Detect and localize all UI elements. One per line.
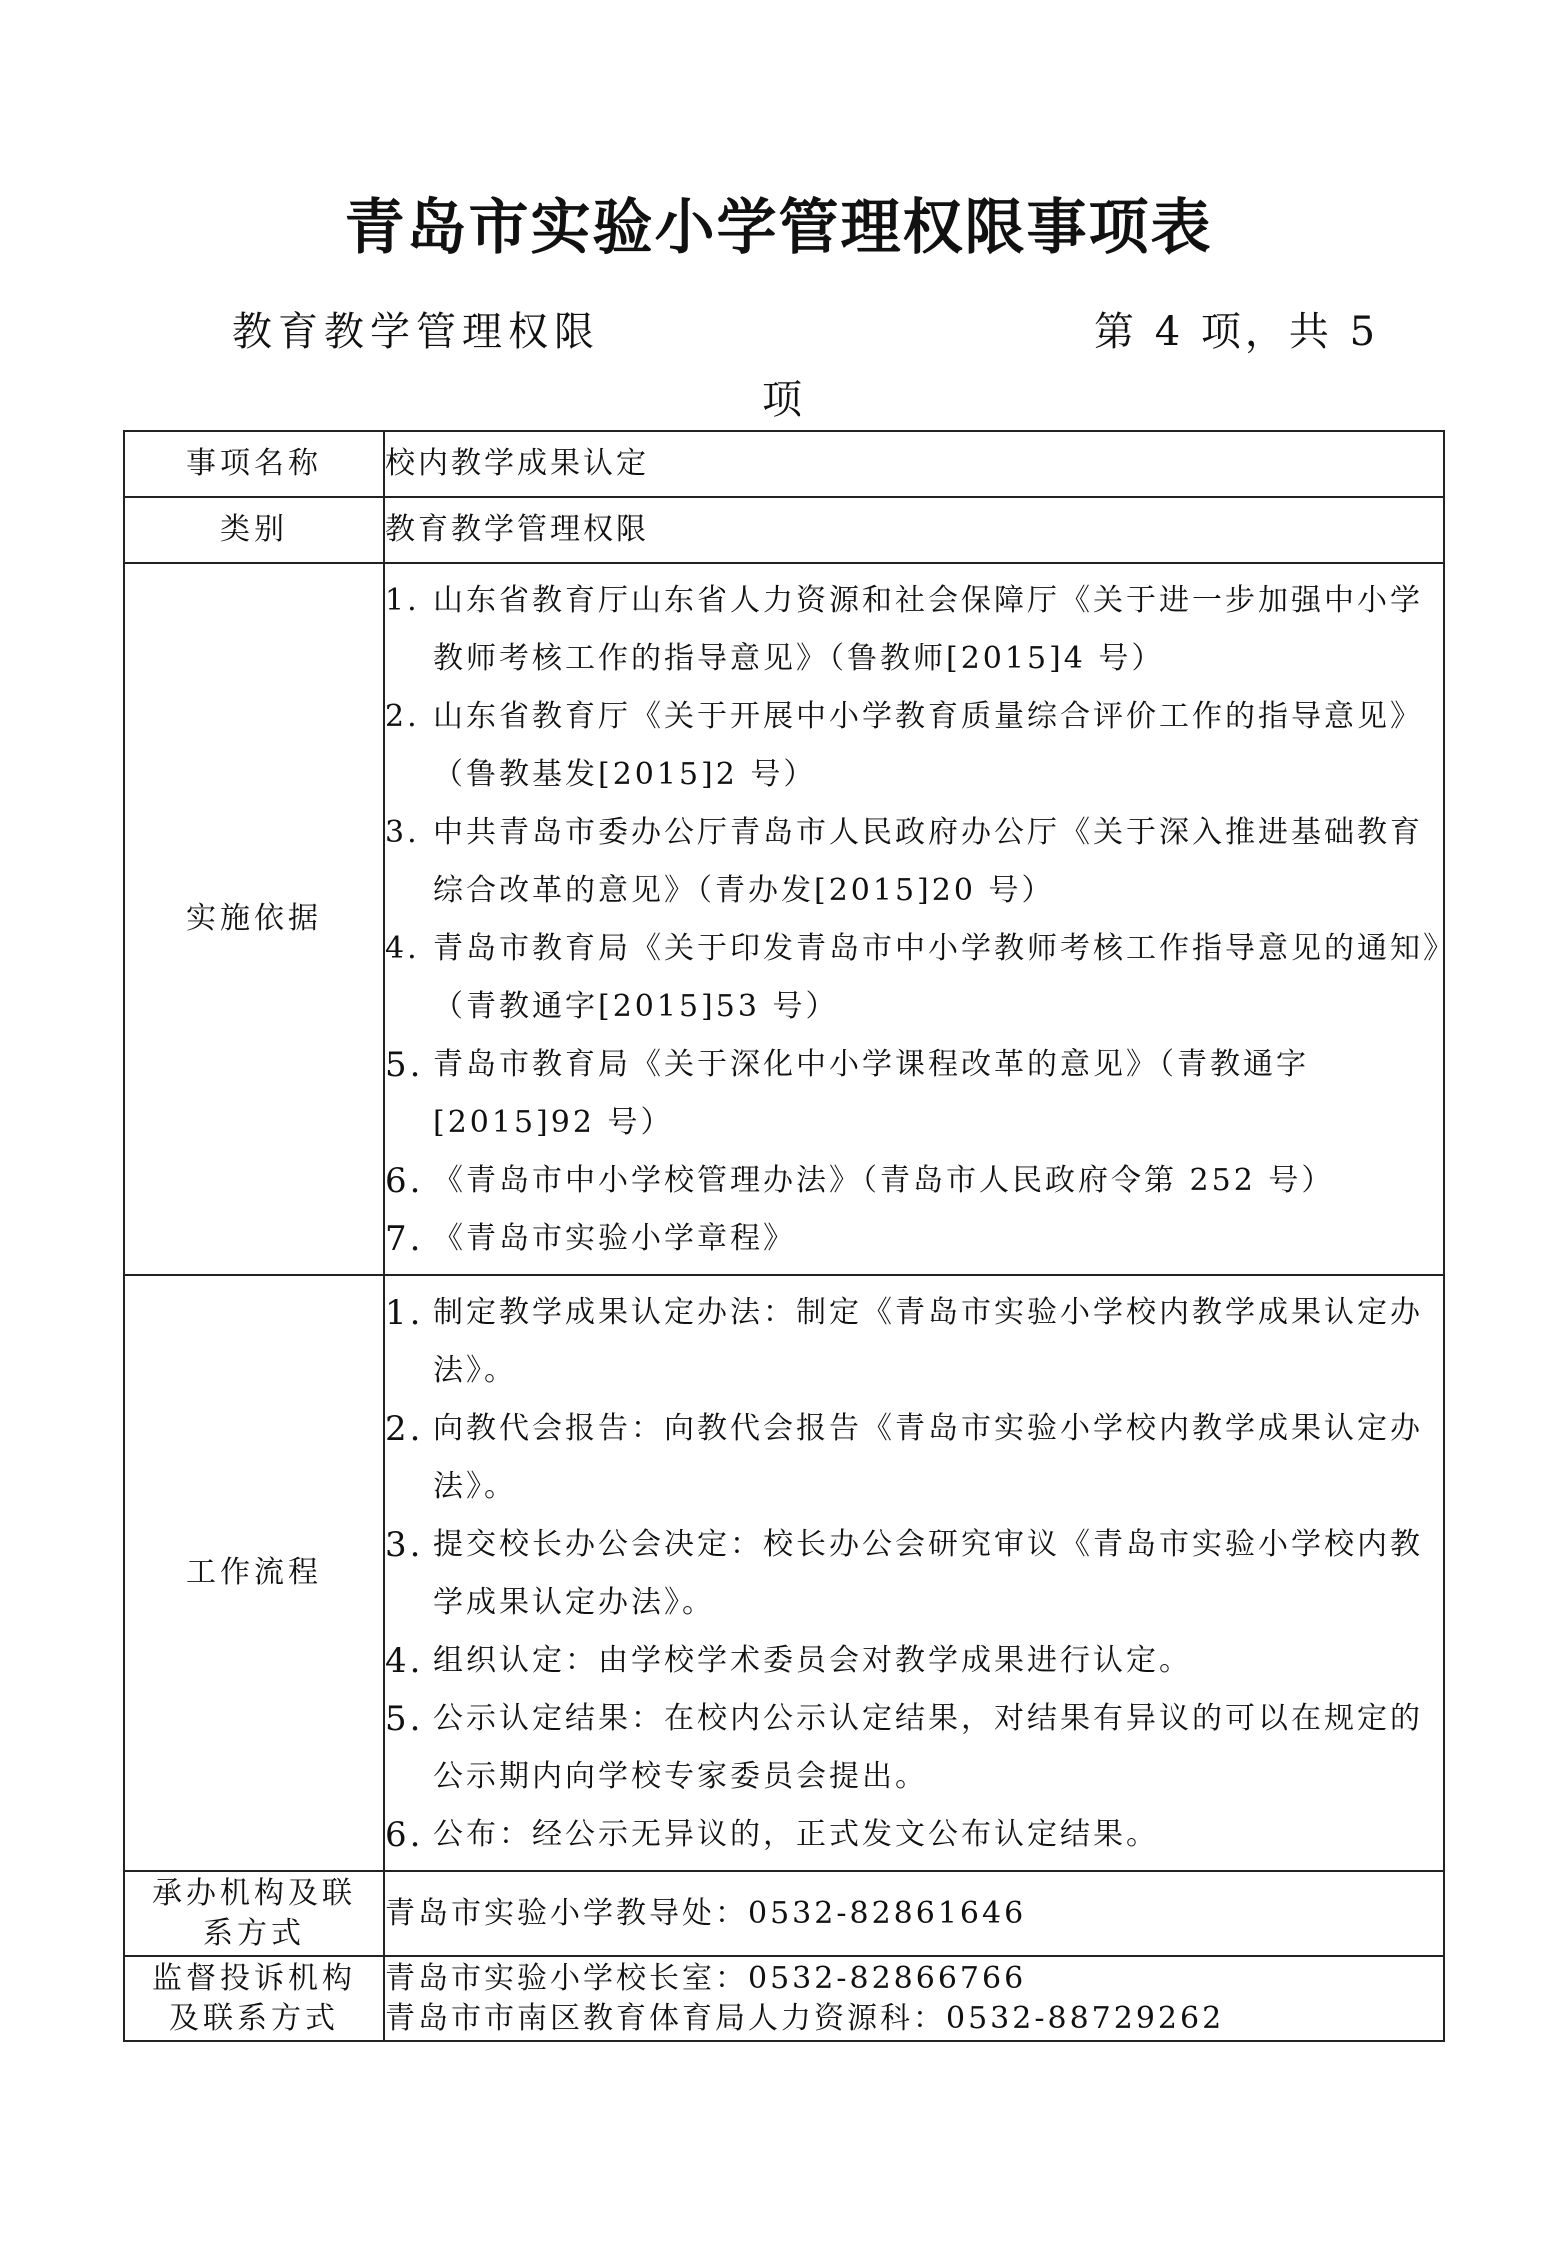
list-text: 《青岛市中小学校管理办法》（青岛市人民政府令第 252 号）: [433, 1163, 1335, 1198]
page-title: 青岛市实验小学管理权限事项表: [344, 193, 1213, 263]
list-number: 1.: [385, 1293, 424, 1333]
basis-list: [385, 564, 1443, 1274]
list-item: [385, 1632, 1443, 1690]
list-item: [385, 1036, 1443, 1152]
supervision-label-line: 监督投诉机构: [152, 1960, 356, 1996]
list-item: [385, 1516, 1443, 1632]
list-item: [385, 1400, 1443, 1516]
matter-table: [123, 430, 1445, 2042]
list-number: 6.: [385, 1161, 424, 1201]
process-list: [385, 1276, 1443, 1870]
supervision-contact-principal: 青岛市实验小学校长室：0532-82866766: [385, 1960, 1027, 1996]
list-number: 3.: [385, 815, 420, 850]
list-item: [385, 1210, 1443, 1268]
list-number: 5.: [385, 1045, 424, 1085]
list-number: 7.: [385, 1219, 424, 1259]
row-category: [124, 497, 1444, 563]
list-number: 5.: [385, 1699, 424, 1739]
category-value: 教育教学管理权限: [384, 497, 1444, 563]
list-number: 3.: [385, 1525, 424, 1565]
category-heading: 教育教学管理权限: [232, 309, 600, 355]
list-text: 公示认定结果：在校内公示认定结果，对结果有异议的可以在规定的公示期内向学校专家委员会提出。: [433, 1701, 1423, 1794]
category-label: 类别: [124, 497, 384, 563]
row-supervision: [124, 1956, 1444, 2041]
row-basis: [124, 563, 1444, 1275]
list-text: 山东省教育厅山东省人力资源和社会保障厅《关于进一步加强中小学教师考核工作的指导意见》（鲁教师[2015]4 号）: [433, 583, 1423, 676]
list-item: [385, 804, 1443, 920]
list-text: 制定教学成果认定办法：制定《青岛市实验小学校内教学成果认定办法》。: [433, 1295, 1423, 1388]
supervision-value: [384, 1956, 1444, 2041]
list-number: 4.: [385, 1641, 424, 1681]
basis-label: 实施依据: [124, 563, 384, 1275]
handler-label-line: 承办机构及联: [152, 1875, 356, 1911]
process-label: 工作流程: [124, 1275, 384, 1871]
list-item: [385, 1690, 1443, 1806]
process-content: [384, 1275, 1444, 1871]
handler-label: [124, 1871, 384, 1956]
item-index: 第 4 项，共 5: [1094, 309, 1380, 355]
item-index-wrap: 项: [762, 377, 802, 423]
handler-label-line: 系方式: [203, 1915, 305, 1951]
supervision-contact-bureau: 青岛市市南区教育体育局人力资源科：0532-88729262: [385, 2000, 1225, 2036]
list-text: 青岛市教育局《关于印发青岛市中小学教师考核工作指导意见的通知》（青教通字[2015]53 号）: [433, 931, 1441, 1024]
list-number: 6.: [385, 1815, 424, 1855]
list-item: [385, 920, 1443, 1036]
item-name-label: 事项名称: [124, 431, 384, 497]
row-handler: [124, 1871, 1444, 1956]
supervision-label-line: 及联系方式: [169, 2000, 339, 2036]
row-item-name: [124, 431, 1444, 497]
list-text: 公布：经公示无异议的，正式发文公布认定结果。: [433, 1817, 1159, 1852]
list-text: 山东省教育厅《关于开展中小学教育质量综合评价工作的指导意见》（鲁教基发[2015]2 号）: [433, 699, 1423, 792]
list-number: 2.: [385, 1409, 424, 1449]
row-process: [124, 1275, 1444, 1871]
list-text: 中共青岛市委办公厅青岛市人民政府办公厅《关于深入推进基础教育综合改革的意见》（青办发[2015]20 号）: [433, 815, 1423, 908]
list-item: [385, 1806, 1443, 1864]
list-text: 《青岛市实验小学章程》: [433, 1221, 796, 1256]
item-name-value: 校内教学成果认定: [384, 431, 1444, 497]
list-item: [385, 1152, 1443, 1210]
list-number: 4.: [385, 931, 420, 966]
handler-value: 青岛市实验小学教导处：0532-82861646: [384, 1871, 1444, 1956]
list-number: 1.: [385, 583, 420, 618]
list-item: [385, 572, 1443, 688]
basis-content: [384, 563, 1444, 1275]
list-item: [385, 688, 1443, 804]
supervision-label: [124, 1956, 384, 2041]
list-text: 提交校长办公会决定：校长办公会研究审议《青岛市实验小学校内教学成果认定办法》。: [433, 1527, 1423, 1620]
list-item: [385, 1284, 1443, 1400]
list-text: 组织认定：由学校学术委员会对教学成果进行认定。: [433, 1643, 1192, 1678]
list-text: 向教代会报告：向教代会报告《青岛市实验小学校内教学成果认定办法》。: [433, 1411, 1423, 1504]
list-text: 青岛市教育局《关于深化中小学课程改革的意见》（青教通字[2015]92 号）: [433, 1047, 1309, 1140]
list-number: 2.: [385, 699, 420, 734]
